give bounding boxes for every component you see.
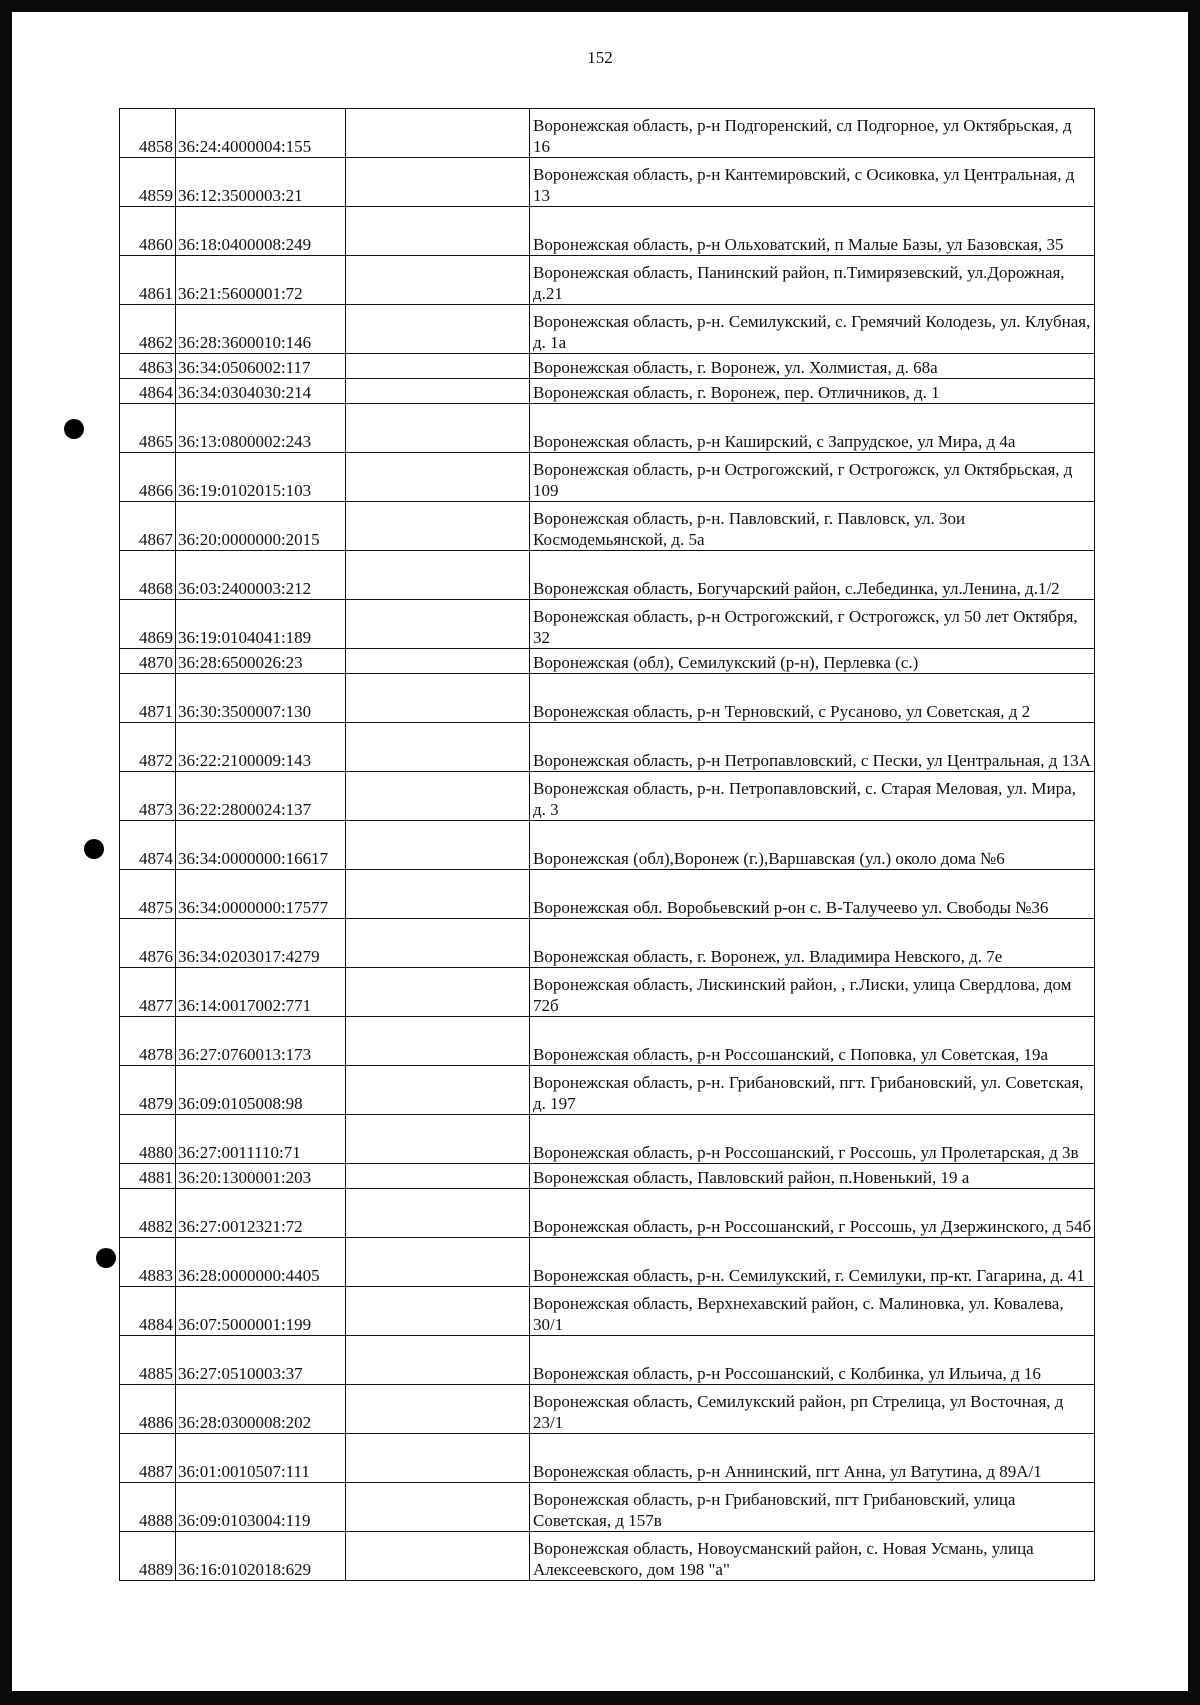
row-number: 4878 — [120, 1017, 176, 1066]
table-row — [120, 1385, 1095, 1434]
address: Воронежская область, р-н Терновский, с Русаново, ул Советская, д 2 — [530, 674, 1095, 723]
row-number: 4874 — [120, 821, 176, 870]
row-number: 4866 — [120, 453, 176, 502]
row-number: 4873 — [120, 772, 176, 821]
empty-cell — [346, 1385, 530, 1434]
address: Воронежская область, р-н. Петропавловский, с. Старая Меловая, ул. Мира, д. 3 — [530, 772, 1095, 821]
row-number: 4877 — [120, 968, 176, 1017]
table-row — [120, 968, 1095, 1017]
empty-cell — [346, 404, 530, 453]
row-number: 4871 — [120, 674, 176, 723]
row-number: 4862 — [120, 305, 176, 354]
empty-cell — [346, 256, 530, 305]
empty-cell — [346, 354, 530, 379]
address: Воронежская область, г. Воронеж, ул. Холмистая, д. 68а — [530, 354, 1095, 379]
empty-cell — [346, 968, 530, 1017]
empty-cell — [346, 1287, 530, 1336]
empty-cell — [346, 649, 530, 674]
empty-cell — [346, 821, 530, 870]
table-row — [120, 1066, 1095, 1115]
address: Воронежская область, г. Воронеж, пер. Отличников, д. 1 — [530, 379, 1095, 404]
punch-hole-mark — [64, 419, 84, 439]
empty-cell — [346, 723, 530, 772]
row-number: 4886 — [120, 1385, 176, 1434]
cadastral-number: 36:27:0760013:173 — [176, 1017, 346, 1066]
row-number: 4875 — [120, 870, 176, 919]
row-number: 4876 — [120, 919, 176, 968]
empty-cell — [346, 870, 530, 919]
row-number: 4883 — [120, 1238, 176, 1287]
address: Воронежская область, Семилукский район, рп Стрелица, ул Восточная, д 23/1 — [530, 1385, 1095, 1434]
punch-hole-mark — [96, 1248, 116, 1268]
cadastral-number: 36:30:3500007:130 — [176, 674, 346, 723]
address: Воронежская (обл), Семилукский (р-н), Перлевка (с.) — [530, 649, 1095, 674]
empty-cell — [346, 453, 530, 502]
table-row — [120, 821, 1095, 870]
table-row — [120, 256, 1095, 305]
cadastral-number: 36:03:2400003:212 — [176, 551, 346, 600]
empty-cell — [346, 1164, 530, 1189]
table-row — [120, 1532, 1095, 1581]
row-number: 4860 — [120, 207, 176, 256]
cadastral-number: 36:34:0506002:117 — [176, 354, 346, 379]
table-row — [120, 870, 1095, 919]
empty-cell — [346, 502, 530, 551]
table-row — [120, 649, 1095, 674]
row-number: 4889 — [120, 1532, 176, 1581]
address: Воронежская область, р-н Россошанский, с Колбинка, ул Ильича, д 16 — [530, 1336, 1095, 1385]
cadastral-number: 36:22:2100009:143 — [176, 723, 346, 772]
row-number: 4869 — [120, 600, 176, 649]
cadastral-number: 36:34:0203017:4279 — [176, 919, 346, 968]
address: Воронежская область, Верхнехавский район, с. Малиновка, ул. Ковалева, 30/1 — [530, 1287, 1095, 1336]
table-row — [120, 1164, 1095, 1189]
cadastral-number: 36:13:0800002:243 — [176, 404, 346, 453]
cadastral-number: 36:28:0000000:4405 — [176, 1238, 346, 1287]
row-number: 4870 — [120, 649, 176, 674]
table-row — [120, 1483, 1095, 1532]
address: Воронежская область, р-н Россошанский, г Россошь, ул Пролетарская, д 3в — [530, 1115, 1095, 1164]
address: Воронежская область, р-н Петропавловский, с Пески, ул Центральная, д 13А — [530, 723, 1095, 772]
table-row — [120, 379, 1095, 404]
row-number: 4861 — [120, 256, 176, 305]
table-row — [120, 453, 1095, 502]
empty-cell — [346, 1189, 530, 1238]
table-row — [120, 772, 1095, 821]
cadastral-number: 36:21:5600001:72 — [176, 256, 346, 305]
address: Воронежская область, Лискинский район, , г.Лиски, улица Свердлова, дом 72б — [530, 968, 1095, 1017]
row-number: 4867 — [120, 502, 176, 551]
table-row — [120, 919, 1095, 968]
cadastral-number: 36:07:5000001:199 — [176, 1287, 346, 1336]
table-row — [120, 109, 1095, 158]
empty-cell — [346, 1115, 530, 1164]
row-number: 4885 — [120, 1336, 176, 1385]
address: Воронежская область, р-н Россошанский, г Россошь, ул Дзержинского, д 54б — [530, 1189, 1095, 1238]
cadastral-number: 36:14:0017002:771 — [176, 968, 346, 1017]
empty-cell — [346, 919, 530, 968]
cadastral-number: 36:34:0000000:16617 — [176, 821, 346, 870]
cadastral-number: 36:18:0400008:249 — [176, 207, 346, 256]
empty-cell — [346, 1336, 530, 1385]
row-number: 4880 — [120, 1115, 176, 1164]
row-number: 4884 — [120, 1287, 176, 1336]
address: Воронежская область, р-н Аннинский, пгт Анна, ул Ватутина, д 89А/1 — [530, 1434, 1095, 1483]
cadastral-number: 36:27:0012321:72 — [176, 1189, 346, 1238]
empty-cell — [346, 1483, 530, 1532]
address: Воронежская (обл),Воронеж (г.),Варшавская (ул.) около дома №6 — [530, 821, 1095, 870]
row-number: 4864 — [120, 379, 176, 404]
address: Воронежская обл. Воробьевский р-он с. В-Талучеево ул. Свободы №36 — [530, 870, 1095, 919]
table-row — [120, 600, 1095, 649]
address: Воронежская область, Новоусманский район, с. Новая Усмань, улица Алексеевского, дом 198 "а" — [530, 1532, 1095, 1581]
table-row — [120, 1189, 1095, 1238]
table-row — [120, 1336, 1095, 1385]
address: Воронежская область, р-н Острогожский, г Острогожск, ул Октябрьская, д 109 — [530, 453, 1095, 502]
empty-cell — [346, 551, 530, 600]
table-row — [120, 404, 1095, 453]
row-number: 4872 — [120, 723, 176, 772]
address: Воронежская область, р-н. Семилукский, г. Семилуки, пр-кт. Гагарина, д. 41 — [530, 1238, 1095, 1287]
cadastral-number: 36:01:0010507:111 — [176, 1434, 346, 1483]
empty-cell — [346, 207, 530, 256]
cadastral-number: 36:20:0000000:2015 — [176, 502, 346, 551]
address: Воронежская область, р-н Россошанский, с Поповка, ул Советская, 19а — [530, 1017, 1095, 1066]
empty-cell — [346, 600, 530, 649]
address: Воронежская область, Богучарский район, с.Лебединка, ул.Ленина, д.1/2 — [530, 551, 1095, 600]
empty-cell — [346, 1238, 530, 1287]
empty-cell — [346, 1532, 530, 1581]
table-row — [120, 207, 1095, 256]
address: Воронежская область, р-н. Павловский, г. Павловск, ул. Зои Космодемьянской, д. 5а — [530, 502, 1095, 551]
cadastral-number: 36:34:0304030:214 — [176, 379, 346, 404]
table-row — [120, 1017, 1095, 1066]
address: Воронежская область, р-н Острогожский, г Острогожск, ул 50 лет Октября, 32 — [530, 600, 1095, 649]
row-number: 4868 — [120, 551, 176, 600]
table-row — [120, 551, 1095, 600]
cadastral-number: 36:19:0102015:103 — [176, 453, 346, 502]
table-row — [120, 1115, 1095, 1164]
table-row — [120, 1238, 1095, 1287]
empty-cell — [346, 1066, 530, 1115]
cadastral-number: 36:09:0105008:98 — [176, 1066, 346, 1115]
punch-hole-mark — [84, 839, 104, 859]
empty-cell — [346, 305, 530, 354]
empty-cell — [346, 674, 530, 723]
address: Воронежская область, г. Воронеж, ул. Владимира Невского, д. 7е — [530, 919, 1095, 968]
address: Воронежская область, Павловский район, п.Новенький, 19 а — [530, 1164, 1095, 1189]
cadastral-number: 36:16:0102018:629 — [176, 1532, 346, 1581]
empty-cell — [346, 379, 530, 404]
empty-cell — [346, 1017, 530, 1066]
cadastral-number: 36:19:0104041:189 — [176, 600, 346, 649]
row-number: 4859 — [120, 158, 176, 207]
cadastral-number: 36:28:6500026:23 — [176, 649, 346, 674]
cadastral-number: 36:22:2800024:137 — [176, 772, 346, 821]
row-number: 4858 — [120, 109, 176, 158]
cadastral-number: 36:09:0103004:119 — [176, 1483, 346, 1532]
table-row — [120, 502, 1095, 551]
address: Воронежская область, Панинский район, п.Тимирязевский, ул.Дорожная, д.21 — [530, 256, 1095, 305]
address: Воронежская область, р-н Грибановский, пгт Грибановский, улица Советская, д 157в — [530, 1483, 1095, 1532]
address: Воронежская область, р-н. Грибановский, пгт. Грибановский, ул. Советская, д. 197 — [530, 1066, 1095, 1115]
address: Воронежская область, р-н Каширский, с Запрудское, ул Мира, д 4а — [530, 404, 1095, 453]
table-row — [120, 723, 1095, 772]
row-number: 4881 — [120, 1164, 176, 1189]
parcel-table — [119, 108, 1095, 1581]
row-number: 4879 — [120, 1066, 176, 1115]
row-number: 4888 — [120, 1483, 176, 1532]
empty-cell — [346, 158, 530, 207]
cadastral-number: 36:28:3600010:146 — [176, 305, 346, 354]
empty-cell — [346, 1434, 530, 1483]
empty-cell — [346, 109, 530, 158]
table-row — [120, 1287, 1095, 1336]
table-row — [120, 354, 1095, 379]
address: Воронежская область, р-н Подгоренский, сл Подгорное, ул Октябрьская, д 16 — [530, 109, 1095, 158]
cadastral-number: 36:24:4000004:155 — [176, 109, 346, 158]
cadastral-number: 36:12:3500003:21 — [176, 158, 346, 207]
table-row — [120, 158, 1095, 207]
address: Воронежская область, р-н Ольховатский, п Малые Базы, ул Базовская, 35 — [530, 207, 1095, 256]
row-number: 4863 — [120, 354, 176, 379]
page-number: 152 — [587, 48, 613, 67]
cadastral-number: 36:20:1300001:203 — [176, 1164, 346, 1189]
table-row — [120, 305, 1095, 354]
row-number: 4887 — [120, 1434, 176, 1483]
cadastral-number: 36:28:0300008:202 — [176, 1385, 346, 1434]
empty-cell — [346, 772, 530, 821]
row-number: 4882 — [120, 1189, 176, 1238]
table-row — [120, 674, 1095, 723]
cadastral-number: 36:34:0000000:17577 — [176, 870, 346, 919]
address: Воронежская область, р-н Кантемировский, с Осиковка, ул Центральная, д 13 — [530, 158, 1095, 207]
row-number: 4865 — [120, 404, 176, 453]
table-row — [120, 1434, 1095, 1483]
cadastral-number: 36:27:0510003:37 — [176, 1336, 346, 1385]
cadastral-number: 36:27:0011110:71 — [176, 1115, 346, 1164]
address: Воронежская область, р-н. Семилукский, с. Гремячий Колодезь, ул. Клубная, д. 1а — [530, 305, 1095, 354]
